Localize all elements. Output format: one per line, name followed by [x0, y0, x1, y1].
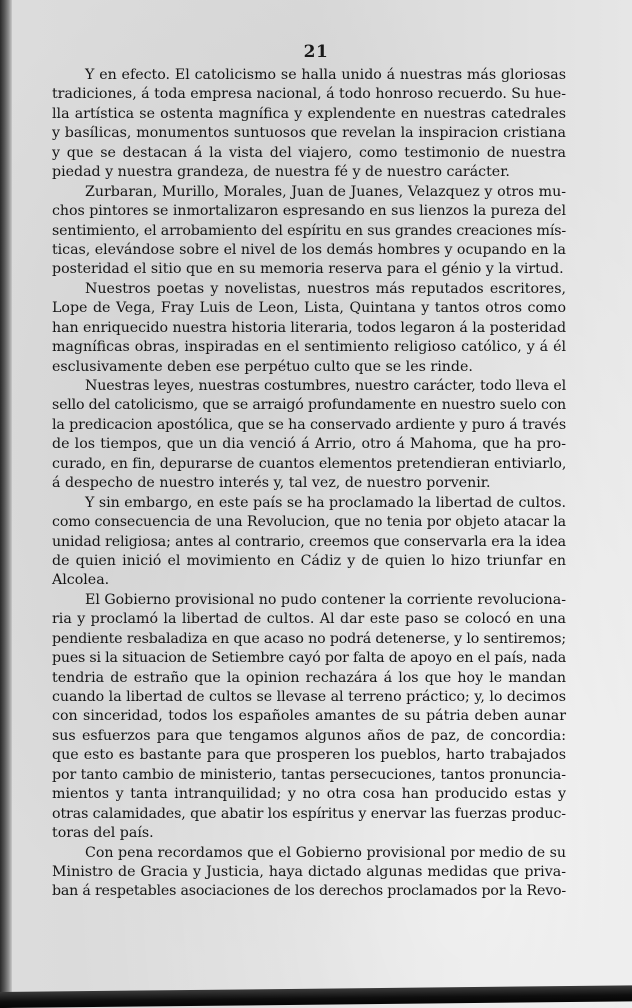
text-line: Zurbaran, Murillo, Morales, Juan de Juanes, Velazquez y otros mu-: [85, 183, 566, 200]
text-line: posteridad el sitio que en su memoria reserva para el génio y la virtud.: [52, 261, 564, 278]
text-line: pues si la situacion de Setiembre cayó por falta de apoyo en el país, nada: [52, 650, 566, 667]
text-line: Y en efecto. El catolicismo se halla unido á nuestras más gloriosas: [85, 67, 566, 83]
text-line: lla artística se ostenta magnífica y explendente en nuestras catedrales: [52, 105, 566, 122]
book-gutter-shadow: [0, 0, 12, 1008]
text-line: ria y proclamó la libertad de cultos. Al dar este paso se colocó en una: [52, 611, 566, 628]
text-line: Ministro de Gracia y Justicia, haya dictado algunas medidas que priva-: [52, 863, 566, 880]
text-line: la predicacion apostólica, que se ha conservado ardiente y puro á través: [52, 416, 566, 433]
paragraph: [52, 591, 566, 844]
text-line: esclusivamente deben ese perpétuo culto que se les rinde.: [52, 358, 473, 375]
text-line: Y sin embargo, en este país se ha proclamado la libertad de cultos.: [85, 494, 566, 511]
text-line: cuando la libertad de cultos se llevase al terreno práctico; y, lo decimos: [52, 689, 566, 705]
text-line: Lope de Vega, Fray Luis de Leon, Lista, Quintana y tantos otros como: [52, 300, 566, 317]
text-line: ticas, elevándose sobre el nivel de los demás hombres y ocupando en la: [52, 241, 566, 258]
text-line: como consecuencia de una Revolucion, que no tenia por objeto atacar la: [52, 514, 566, 531]
paragraph: [52, 183, 566, 280]
text-line: sello del catolicismo, que se arraigó profundamente en nuestro suelo con: [52, 397, 566, 414]
text-line: sus esfuerzos para que tengamos algunos años de paz, de concordia:: [52, 727, 566, 744]
text-line: de los tiempos, que un dia venció á Arrio, otro á Mahoma, que ha pro-: [52, 436, 566, 453]
page-bottom-edge: [0, 985, 632, 1008]
text-line: El Gobierno provisional no pudo contener la corriente revoluciona-: [85, 591, 567, 608]
text-line: Nuestras leyes, nuestras costumbres, nuestro carácter, todo lleva el: [85, 378, 566, 394]
text-line: pendiente resbaladiza en que acaso no podrá detenerse, y lo sentiremos;: [52, 630, 566, 647]
paragraph: [52, 844, 566, 902]
text-line: tradiciones, á toda empresa nacional, á todo honroso recuerdo. Su hue-: [52, 86, 566, 103]
text-line: y que se destacan á la vista del viajero, como testimonio de nuestra: [52, 144, 566, 161]
paragraph: [52, 494, 566, 591]
text-line: curado, en fin, depurarse de cuantos elementos pretendieran entiviarlo,: [52, 455, 567, 472]
text-line: han enriquecido nuestra historia literaria, todos legaron á la posteridad: [52, 319, 566, 336]
text-line: toras del país.: [52, 825, 154, 842]
body-text: [52, 66, 566, 902]
text-line: chos pintores se inmortalizaron espresando en sus lienzos la pureza del: [52, 203, 566, 220]
text-line: Con pena recordamos que el Gobierno provisional por medio de su: [85, 844, 566, 861]
text-line: mientos y tanta intranquilidad; y no otra cosa han producido estas y: [52, 786, 566, 803]
text-line: y basílicas, monumentos suntuosos que revelan la inspiracion cristiana: [52, 125, 566, 142]
text-line: unidad religiosa; antes al contrario, creemos que conservarla era la idea: [52, 533, 566, 550]
paragraph: [52, 66, 566, 183]
page-number: 21: [303, 42, 329, 62]
text-line: á despecho de nuestro interés y, tal vez, de nuestro porvenir.: [52, 475, 491, 492]
text-line: por tanto cambio de ministerio, tantas persecuciones, tantos pronuncia-: [52, 766, 566, 783]
text-line: magníficas obras, inspiradas en el sentimiento religioso católico, y á él: [52, 339, 566, 356]
text-line: ban á respetables asociaciones de los derechos proclamados por la Revo-: [52, 883, 566, 900]
text-line: piedad y nuestra grandeza, de nuestra fé y de nuestro carácter.: [52, 164, 510, 181]
text-line: Nuestros poetas y novelistas, nuestros más reputados escritores,: [85, 280, 566, 297]
paragraph: [52, 377, 566, 494]
text-line: que esto es bastante para que prosperen los pueblos, harto trabajados: [52, 747, 566, 764]
text-line: de quien inició el movimiento en Cádiz y de quien lo hizo triunfar en: [52, 552, 566, 569]
text-line: con sinceridad, todos los españoles amantes de su pátria deben aunar: [52, 708, 566, 725]
text-line: Alcolea.: [52, 572, 110, 589]
paragraph: [52, 280, 566, 377]
text-line: tendria de estraño que la opinion rechazára á los que hoy le mandan: [52, 669, 566, 686]
text-line: otras calamidades, que abatir los espíritus y enervar las fuerzas produc-: [52, 805, 566, 822]
text-line: sentimiento, el arrobamiento del espíritu en sus grandes creaciones mís-: [52, 222, 566, 239]
